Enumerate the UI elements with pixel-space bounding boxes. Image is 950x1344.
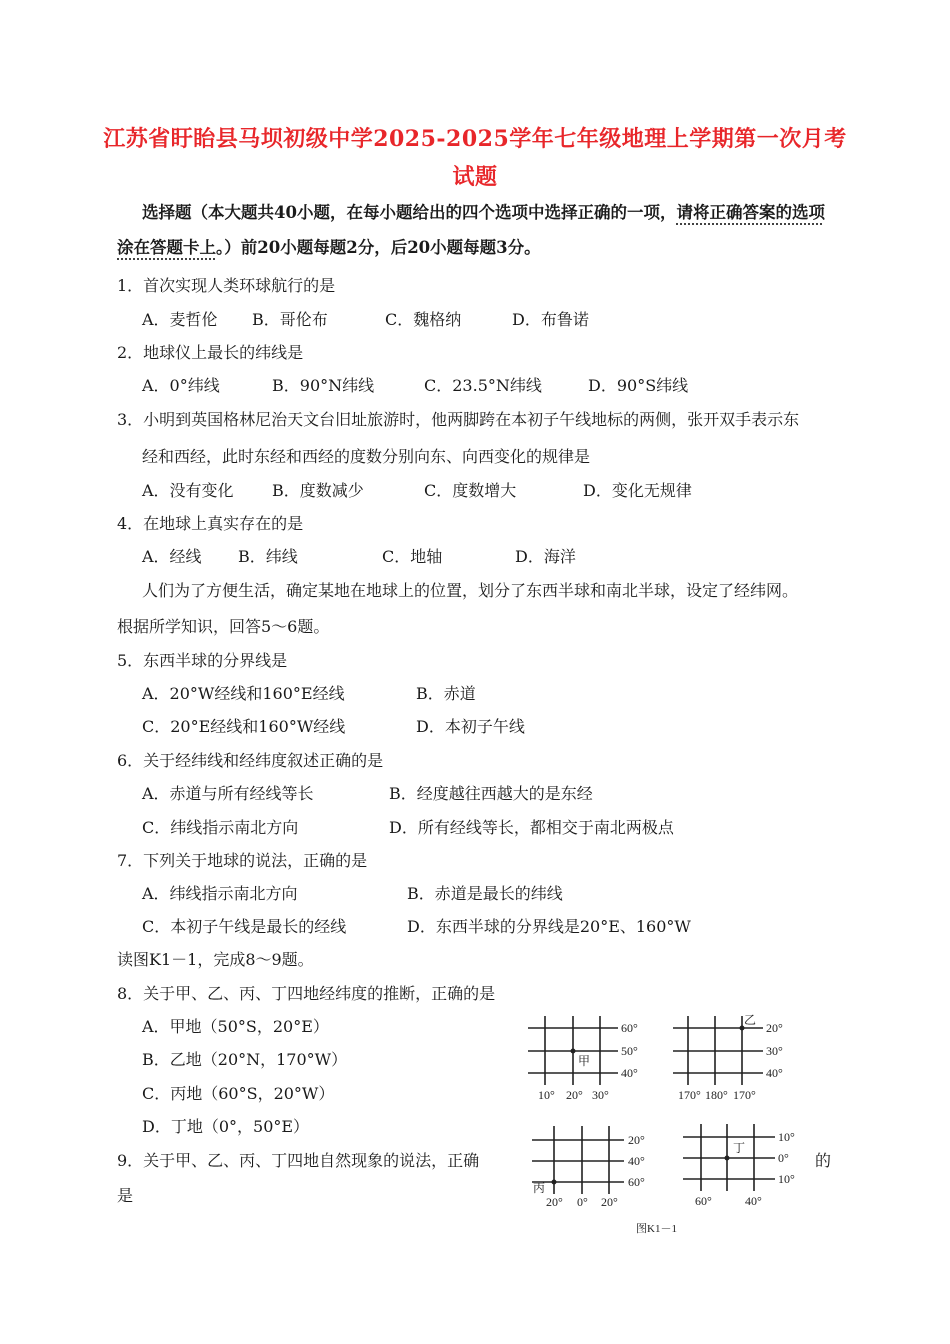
q8-option-b: B．乙地（20°N，170°W） [142, 1050, 348, 1069]
q8-option-c: C．丙地（60°S，20°W） [142, 1084, 335, 1103]
q3-option-b: B．度数减少 [272, 481, 364, 500]
grid-ding [683, 1124, 795, 1208]
figure-caption: 图K1－1 [636, 1223, 677, 1235]
instructions-text: 选择题（本大题共40小题，在每小题给出的四个选项中选择正确的一项， [142, 203, 677, 222]
q4-option-c: C．地轴 [382, 547, 443, 566]
q7-option-a: A．纬线指示南北方向 [142, 884, 298, 903]
q7-option-c: C．本初子午线是最长的经线 [142, 917, 347, 936]
instructions-emphasis: 涂在答题卡上 [117, 238, 216, 257]
page-title-cont: 试题 [452, 164, 498, 190]
grid-bing-lat-1: 20° [628, 1133, 645, 1147]
question-3-stem: 3．小明到英国格林尼治天文台旧址旅游时，他两脚跨在本初子午线地标的两侧，张开双手表示东 [117, 410, 800, 429]
grid-jia-lon-1: 10° [538, 1088, 555, 1102]
grid-ding-point-label: 丁 [733, 1141, 746, 1155]
q3-option-d: D．变化无规律 [583, 481, 692, 500]
instructions-line1 [142, 199, 825, 223]
question-6-stem: 6．关于经纬线和经纬度叙述正确的是 [117, 751, 384, 770]
q6-option-d: D．所有经线等长，都相交于南北两极点 [389, 818, 674, 837]
page-title: 江苏省盱眙县马坝初级中学2025-2025学年七年级地理上学期第一次月考 [103, 126, 847, 152]
passage-5-6-cont: 根据所学知识，回答5～6题。 [117, 617, 330, 636]
q2-option-b: B．90°N纬线 [272, 376, 375, 395]
instructions-emphasis: 请将正确答案的选项 [676, 203, 825, 222]
q1-option-d: D．布鲁诺 [512, 310, 589, 329]
figure-k1-1 [518, 1008, 808, 1238]
grid-jia [528, 1016, 638, 1102]
grid-bing-lon-2: 0° [577, 1195, 588, 1209]
q8-option-d: D．丁地（0°，50°E） [142, 1117, 310, 1136]
grid-jia-lat-3: 40° [621, 1066, 638, 1080]
grid-yi-lon-1: 170° [678, 1088, 701, 1102]
question-8-stem: 8．关于甲、乙、丙、丁四地经纬度的推断，正确的是 [117, 984, 496, 1003]
grid-bing [532, 1126, 645, 1209]
question-2-stem: 2．地球仪上最长的纬线是 [117, 343, 304, 362]
q5-option-a: A．20°W经线和160°E经线 [142, 684, 345, 703]
q3-option-a: A．没有变化 [142, 481, 234, 500]
grid-ding-lat-3: 10° [778, 1172, 795, 1186]
instructions-text: 。）前20小题每题2分，后20小题每题3分。 [216, 238, 541, 257]
q5-option-d: D．本初子午线 [416, 717, 525, 736]
q2-option-d: D．90°S纬线 [588, 376, 689, 395]
q7-option-d: D．东西半球的分界线是20°E、160°W [407, 917, 691, 936]
grid-jia-lat-1: 60° [621, 1021, 638, 1035]
question-9-stem-tail: 的 [815, 1151, 832, 1170]
grid-yi-lat-2: 30° [766, 1044, 783, 1058]
grid-ding-lon-1: 60° [695, 1194, 712, 1208]
q1-option-b: B．哥伦布 [252, 310, 328, 329]
q2-option-a: A．0°纬线 [142, 376, 220, 395]
question-5-stem: 5．东西半球的分界线是 [117, 651, 288, 670]
grid-bing-lat-2: 40° [628, 1154, 645, 1168]
grid-jia-point-label: 甲 [578, 1054, 591, 1068]
q4-option-d: D．海洋 [515, 547, 576, 566]
grid-ding-lat-2: 0° [778, 1151, 789, 1165]
grid-yi-lat-1: 20° [766, 1021, 783, 1035]
q2-option-c: C．23.5°N纬线 [424, 376, 542, 395]
grid-bing-point-label: 丙 [533, 1181, 546, 1195]
instructions-line2 [117, 234, 541, 258]
grid-yi-lon-2: 180° [705, 1088, 728, 1102]
grid-ding-lon-2: 40° [745, 1194, 762, 1208]
question-9-stem: 9．关于甲、乙、丙、丁四地自然现象的说法，正确 [117, 1151, 480, 1170]
passage-8-9: 读图K1－1，完成8～9题。 [117, 950, 314, 969]
question-1-stem: 1．首次实现人类环球航行的是 [117, 276, 336, 295]
q4-option-b: B．纬线 [238, 547, 298, 566]
q1-option-a: A．麦哲伦 [142, 310, 218, 329]
grid-yi-lat-3: 40° [766, 1066, 783, 1080]
grid-jia-lon-3: 30° [592, 1088, 609, 1102]
q3-option-c: C．度数增大 [424, 481, 517, 500]
q4-option-a: A．经线 [142, 547, 202, 566]
grid-jia-lon-2: 20° [566, 1088, 583, 1102]
q8-option-a: A．甲地（50°S，20°E） [142, 1017, 329, 1036]
grid-yi [673, 1013, 783, 1102]
grid-ding-lat-1: 10° [778, 1130, 795, 1144]
question-9-stem-cont: 是 [117, 1186, 134, 1205]
q6-option-b: B．经度越往西越大的是东经 [389, 784, 593, 803]
grid-yi-lon-3: 170° [733, 1088, 756, 1102]
grid-yi-point-label: 乙 [744, 1013, 757, 1027]
question-3-stem-cont: 经和西经，此时东经和西经的度数分别向东、向西变化的规律是 [142, 447, 591, 466]
q5-option-c: C．20°E经线和160°W经线 [142, 717, 346, 736]
passage-5-6: 人们为了方便生活，确定某地在地球上的位置，划分了东西半球和南北半球，设定了经纬网。 [142, 581, 799, 600]
q6-option-a: A．赤道与所有经线等长 [142, 784, 314, 803]
question-7-stem: 7．下列关于地球的说法，正确的是 [117, 851, 368, 870]
grid-bing-lat-3: 60° [628, 1175, 645, 1189]
grid-jia-lat-2: 50° [621, 1044, 638, 1058]
grid-bing-lon-3: 20° [601, 1195, 618, 1209]
q6-option-c: C．纬线指示南北方向 [142, 818, 299, 837]
question-4-stem: 4．在地球上真实存在的是 [117, 514, 304, 533]
q1-option-c: C．魏格纳 [385, 310, 462, 329]
q7-option-b: B．赤道是最长的纬线 [407, 884, 563, 903]
q5-option-b: B．赤道 [416, 684, 476, 703]
grid-bing-lon-1: 20° [546, 1195, 563, 1209]
